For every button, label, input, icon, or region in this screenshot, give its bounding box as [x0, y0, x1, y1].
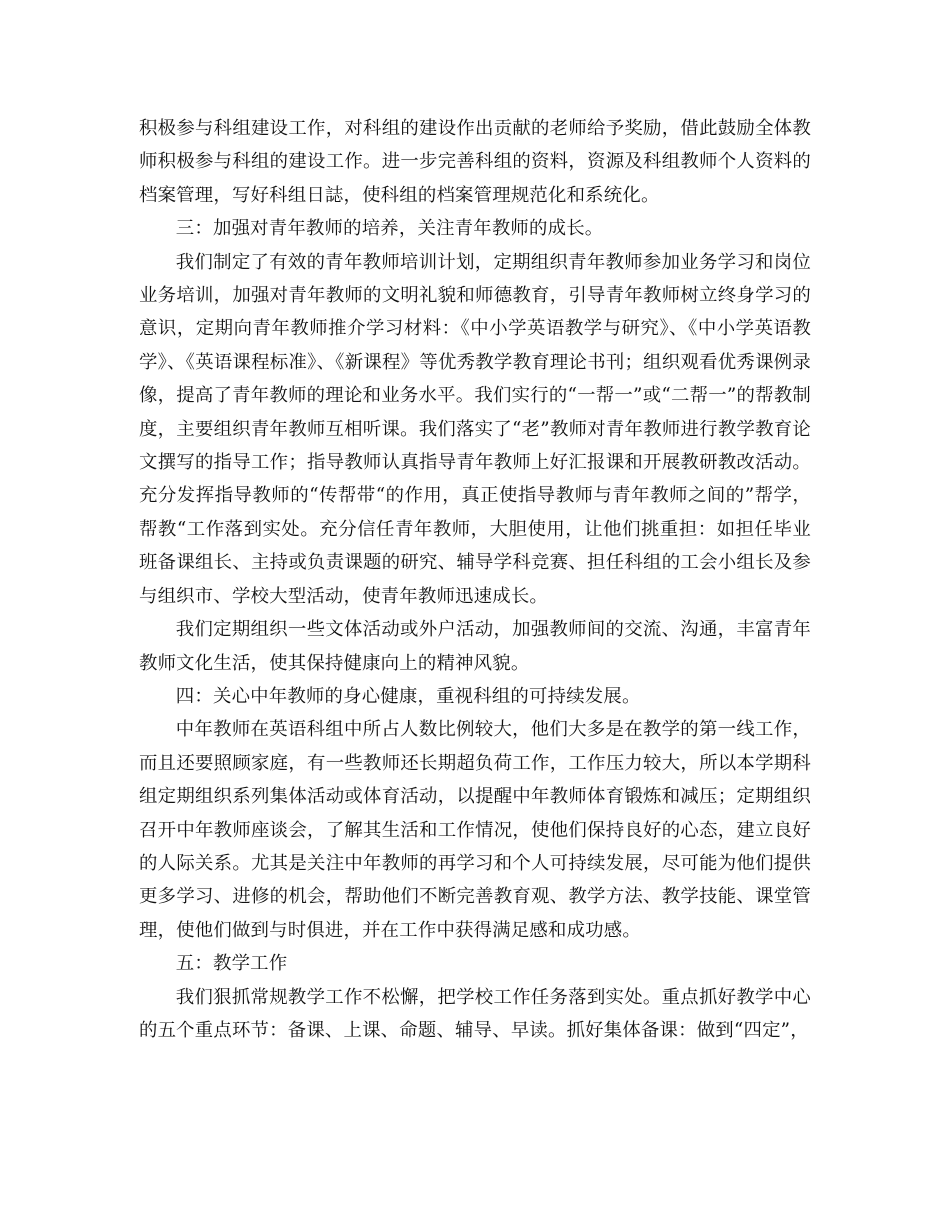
section-heading-five: 五：教学工作 — [175, 953, 288, 975]
document-body — [139, 112, 811, 1047]
paragraph-teaching-work: 我们狠抓常规教学工作不松懈，把学校工作任务落到实处。重点抓好教学中心的五个重点环节：备课、上课、命题、辅导、早读。抓好集体备课：做到“四定”， — [139, 986, 811, 1041]
section-heading-four: 四：关心中年教师的身心健康，重视科组的可持续发展。 — [175, 685, 641, 707]
paragraph-young-teacher-training: 我们制定了有效的青年教师培训计划，定期组织青年教师参加业务学习和岗位业务培训，加强对青年教师的文明礼貌和师德教育，引导青年教师树立终身学习的意识，定期向青年教师推介学习材料：《中小学英语教学与研究》、《中小学英语教学》、《英语课程标准》、《新课程》等优秀教学教育理论书刊；组织观看优秀课例录像，提高了青年教师的理论和业务水平。我们实行的“一帮一”或“二帮一”的帮教制度，主要组织青年教师互相听课。我们落实了“老”教师对青年教师进行教学教育论文撰写的指导工作；指导教师认真指导青年教师上好汇报课和开展教研教改活动。充分发挥指导教师的“传帮带“的作用，真正使指导教师与青年教师之间的”帮学，帮教“工作落到实处。充分信任青年教师，大胆使用，让他们挑重担：如担任毕业班备课组长、主持或负责课题的研究、辅导学科竞赛、担任科组的工会小组长及参与组织市、学校大型活动，使青年教师迅速成长。 — [139, 251, 811, 607]
paragraph-cultural-activities: 我们定期组织一些文体活动或外户活动，加强教师间的交流、沟通，丰富青年教师文化生活，使其保持健康向上的精神风貌。 — [139, 619, 811, 674]
section-heading-three: 三：加强对青年教师的培养，关注青年教师的成长。 — [175, 218, 604, 240]
paragraph-continuation: 积极参与科组建设工作，对科组的建设作出贡献的老师给予奖励，借此鼓励全体教师积极参与科组的建设工作。进一步完善科组的资料，资源及科组教师个人资料的档案管理，写好科组日誌，使科组的档案管理规范化和系统化。 — [139, 118, 811, 206]
paragraph-middle-aged-teachers: 中年教师在英语科组中所占人数比例较大，他们大多是在教学的第一线工作，而且还要照顾家庭，有一些教师还长期超负荷工作，工作压力较大，所以本学期科组定期组织系列集体活动或体育活动，以提醒中年教师体育锻炼和减压；定期组织召开中年教师座谈会，了解其生活和工作情况，使他们保持良好的心态，建立良好的人际关系。尤其是关注中年教师的再学习和个人可持续发展，尽可能为他们提供更多学习、进修的机会，帮助他们不断完善教育观、教学方法、教学技能、课堂管理，使他们做到与时俱进，并在工作中获得满足感和成功感。 — [139, 719, 811, 941]
